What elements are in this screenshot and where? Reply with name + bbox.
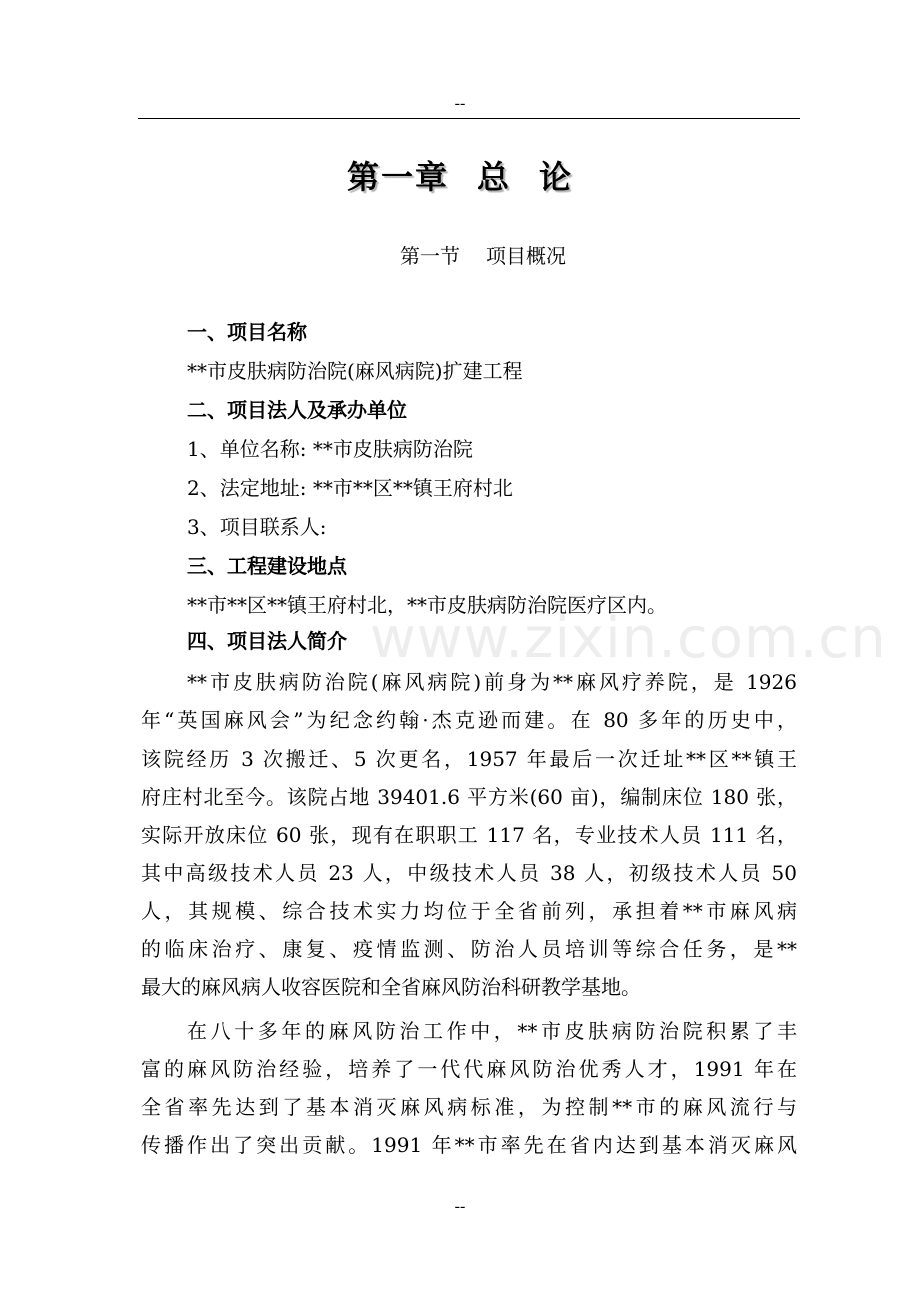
paragraph-line: **市皮肤病防治院(麻风病院)前身为**麻风疗养院，是 1926 xyxy=(187,670,797,694)
header-rule xyxy=(138,118,800,119)
contact-person-text: 3、项目联系人: xyxy=(187,515,327,539)
paragraph-line: 的临床治疗、康复、疫情监测、防治人员培训等综合任务，是** xyxy=(141,937,797,961)
unit-name-text: 1、单位名称: **市皮肤病防治院 xyxy=(187,437,473,461)
paragraph-line: 年“英国麻风会”为纪念约翰·杰克逊而建。在 80 多年的历史中， xyxy=(141,708,797,732)
paragraph-line: 最大的麻风病人收容医院和全省麻风防治科研教学基地。 xyxy=(141,975,641,999)
heading-legal-entity: 二、项目法人及承办单位 xyxy=(187,398,407,422)
section-title-part2: 项目概况 xyxy=(486,244,566,268)
chapter-title-part3: 论 xyxy=(539,158,574,196)
chapter-title-part2: 总 xyxy=(476,158,511,196)
paragraph-line: 实际开放床位 60 张，现有在职职工 117 名，专业技术人员 111 名， xyxy=(141,823,797,847)
paragraph-line: 人，其规模、综合技术实力均位于全省前列，承担着**市麻风病 xyxy=(141,899,797,923)
section-title-part1: 第一节 xyxy=(400,244,460,268)
page-header-mark: -- xyxy=(454,95,466,112)
paragraph-line: 该院经历 3 次搬迁、5 次更名，1957 年最后一次迁址**区**镇王 xyxy=(141,747,797,771)
heading-entity-profile: 四、项目法人简介 xyxy=(187,629,347,653)
paragraph-line: 全省率先达到了基本消灭麻风病标准，为控制**市的麻风流行与 xyxy=(141,1095,797,1119)
paragraph-line: 传播作出了突出贡献。1991 年**市率先在省内达到基本消灭麻风 xyxy=(141,1133,797,1157)
paragraph-line: 其中高级技术人员 23 人，中级技术人员 38 人，初级技术人员 50 xyxy=(141,861,797,885)
chapter-title xyxy=(0,152,920,198)
construction-site-text: **市**区**镇王府村北，**市皮肤病防治院医疗区内。 xyxy=(187,593,667,617)
page-footer-mark: -- xyxy=(454,1198,466,1215)
heading-project-name: 一、项目名称 xyxy=(187,320,307,344)
project-name-text: **市皮肤病防治院(麻风病院)扩建工程 xyxy=(187,359,523,383)
paragraph-line: 府庄村北至今。该院占地 39401.6 平方米(60 亩)，编制床位 180 张， xyxy=(141,785,797,809)
heading-construction-site: 三、工程建设地点 xyxy=(187,554,347,578)
section-title xyxy=(400,240,566,269)
watermark: www.zixin.com.cn xyxy=(370,606,887,671)
paragraph-line: 在八十多年的麻风防治工作中，**市皮肤病防治院积累了丰 xyxy=(187,1019,797,1043)
legal-address-text: 2、法定地址: **市**区**镇王府村北 xyxy=(187,476,513,500)
paragraph-line: 富的麻风防治经验，培养了一代代麻风防治优秀人才，1991 年在 xyxy=(141,1057,797,1081)
chapter-title-part1: 第一章 xyxy=(346,158,449,196)
